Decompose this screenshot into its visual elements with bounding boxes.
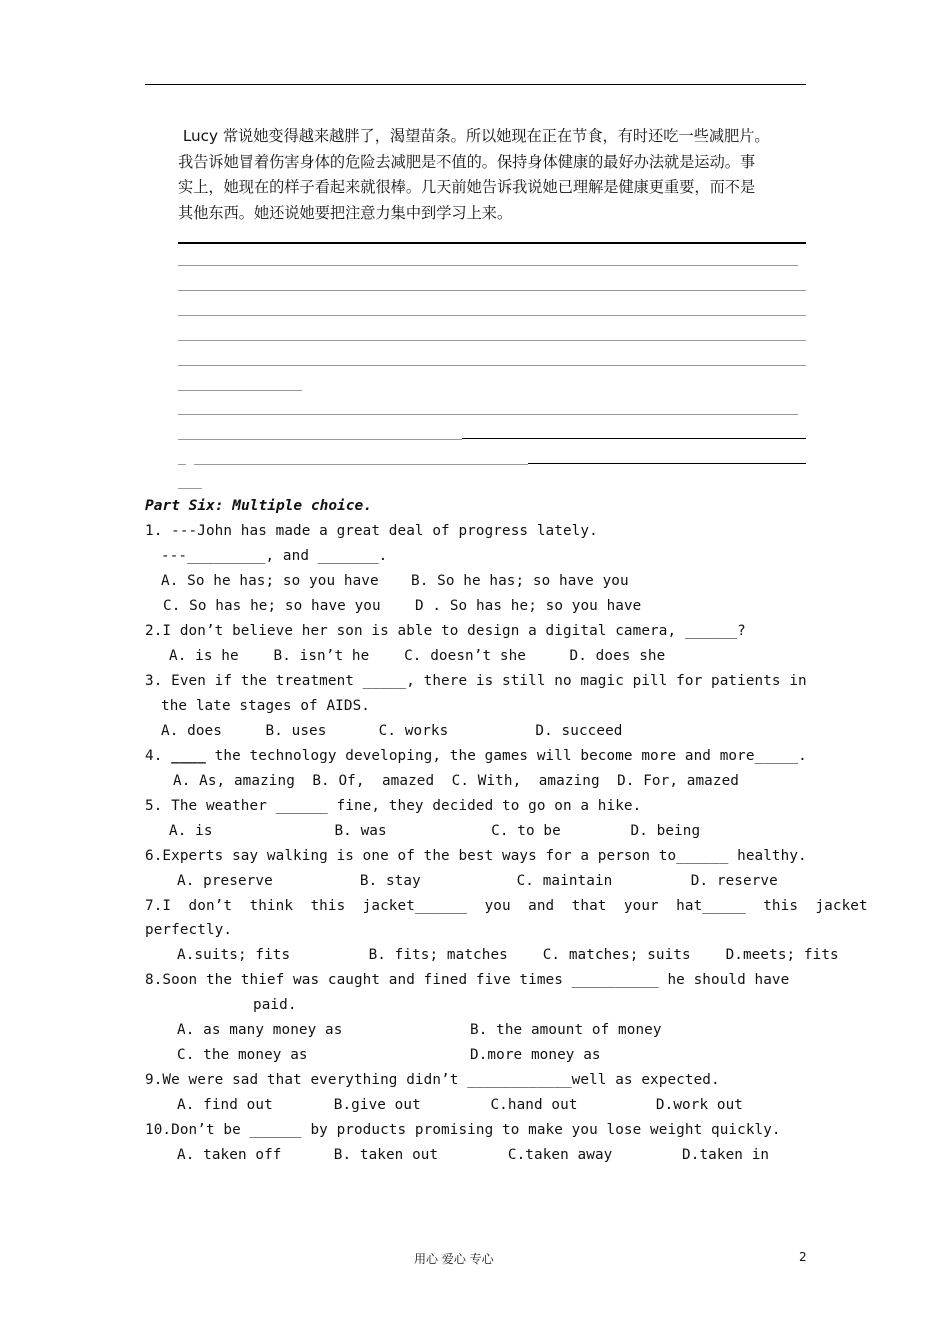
passage-line: Lucy 常说她变得越来越胖了，渴望苗条。所以她现在正在节食，有时还吃一些减肥片。: [178, 127, 770, 145]
question-4-number: 4.: [145, 748, 172, 764]
question-10-stem: 10.Don’t be ______ by products promising to make you lose weight quickly.: [145, 1122, 781, 1138]
question-8-option-c[interactable]: C. the money as: [177, 1047, 308, 1063]
question-2-options[interactable]: A. is he B. isn’t he C. doesn’t she D. does she: [169, 648, 666, 664]
answer-line: [178, 365, 806, 366]
question-1-option-a[interactable]: A. So he has; so you have: [161, 573, 379, 589]
answer-line: [178, 464, 186, 465]
question-3-stem-cont: the late stages of AIDS.: [161, 698, 370, 714]
question-1-option-b[interactable]: B. So he has; so have you: [411, 573, 629, 589]
passage-line: 实上，她现在的样子看起来就很棒。几天前她告诉我说她已理解是健康更重要，而不是: [178, 178, 756, 196]
question-7-options[interactable]: A.suits; fits B. fits; matches C. matches; suits D.meets; fits: [177, 947, 839, 963]
question-7-stem-cont: perfectly.: [145, 922, 233, 938]
answer-line: [178, 340, 806, 341]
footer-motto: 用心 爱心 专心: [414, 1252, 494, 1266]
answer-line: [178, 390, 302, 391]
answer-line: [178, 439, 462, 440]
question-1-stem: 1. ---John has made a great deal of progress lately.: [145, 523, 598, 539]
question-6-stem: 6.Experts say walking is one of the best ways for a person to______ healthy.: [145, 848, 807, 864]
question-8-stem-cont: paid.: [253, 997, 297, 1013]
page-number: 2: [799, 1250, 807, 1264]
question-7-stem: 7.I don’t think this jacket______ you and that your hat_____ this jacket: [145, 898, 868, 914]
answer-line: [178, 290, 806, 291]
answer-line: [178, 242, 806, 244]
passage-line: 我告诉她冒着伤害身体的危险去减肥是不值的。保持身体健康的最好办法就是运动。事: [178, 152, 756, 171]
question-8-stem: 8.Soon the thief was caught and fined five times __________ he should have: [145, 972, 790, 988]
question-3-options[interactable]: A. does B. uses C. works D. succeed: [161, 723, 623, 739]
answer-line: [528, 463, 806, 464]
question-4-blank[interactable]: ____: [171, 748, 206, 764]
question-1-option-c[interactable]: C. So has he; so have you: [163, 598, 381, 614]
question-1-stem-reply: ---_________, and _______.: [161, 548, 388, 564]
question-8-option-a[interactable]: A. as many money as: [177, 1022, 343, 1038]
answer-line: [178, 488, 202, 489]
question-9-stem: 9.We were sad that everything didn’t ____________well as expected.: [145, 1072, 720, 1088]
question-2-stem: 2.I don’t believe her son is able to design a digital camera, ______?: [145, 623, 746, 639]
answer-line: [194, 464, 528, 465]
question-4-stem: [145, 748, 807, 764]
section-title: Part Six: Multiple choice.: [145, 498, 372, 514]
translation-passage: [178, 124, 808, 226]
header-rule: [145, 84, 806, 85]
question-5-options[interactable]: A. is B. was C. to be D. being: [169, 823, 701, 839]
question-1-option-d[interactable]: D . So has he; so you have: [415, 598, 642, 614]
question-4-text: the technology developing, the games will become more and more_____.: [205, 748, 807, 764]
answer-line: [178, 315, 806, 316]
answer-line: [178, 265, 798, 266]
answer-line: [178, 414, 798, 415]
question-10-options[interactable]: A. taken off B. taken out C.taken away D.taken in: [177, 1147, 770, 1163]
question-9-options[interactable]: A. find out B.give out C.hand out D.work out: [177, 1097, 743, 1113]
question-6-options[interactable]: A. preserve B. stay C. maintain D. reserve: [177, 873, 778, 889]
answer-line: [462, 438, 806, 439]
question-8-option-d[interactable]: D.more money as: [470, 1047, 601, 1063]
question-3-stem: 3. Even if the treatment _____, there is still no magic pill for patients in: [145, 673, 807, 689]
question-4-options[interactable]: A. As, amazing B. Of, amazed C. With, amazing D. For, amazed: [173, 773, 739, 789]
question-8-option-b[interactable]: B. the amount of money: [470, 1022, 662, 1038]
passage-line: 其他东西。她还说她要把注意力集中到学习上来。: [178, 203, 513, 222]
question-5-stem: 5. The weather ______ fine, they decided to go on a hike.: [145, 798, 642, 814]
